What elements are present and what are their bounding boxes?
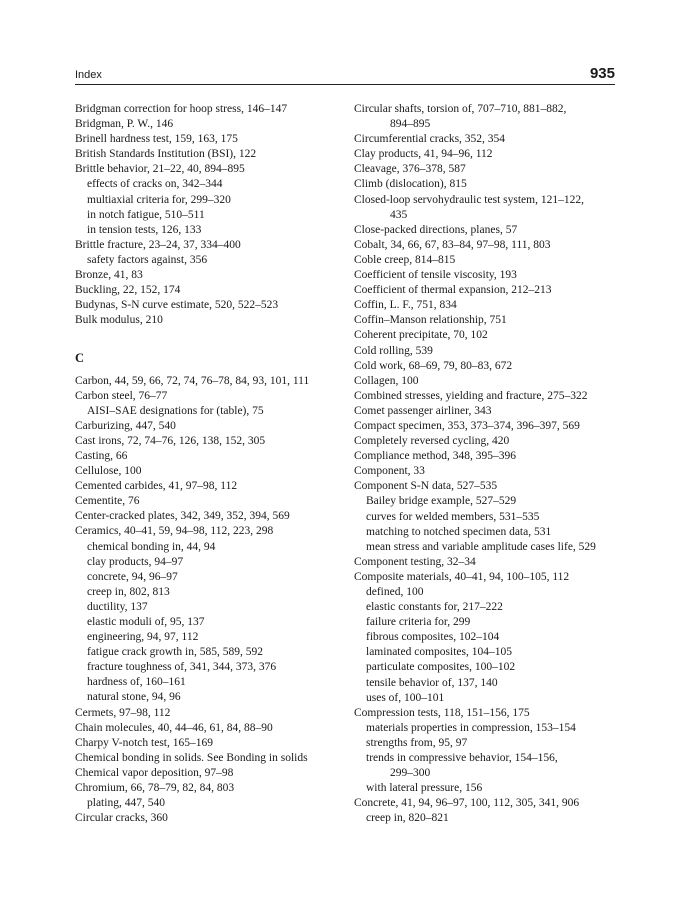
index-entry: Casting, 66 (75, 449, 128, 462)
index-entry: Brinell hardness test, 159, 163, 175 (75, 133, 238, 146)
page-number: 935 (589, 65, 615, 82)
index-entry: Circular cracks, 360 (75, 812, 168, 825)
index-entry: Cold work, 68–69, 79, 80–83, 672 (354, 359, 513, 372)
index-subentry: safety factors against, 356 (87, 253, 208, 266)
index-entry: Brittle behavior, 21–22, 40, 894–895 (75, 163, 245, 176)
index-subentry: 894–895 (390, 118, 431, 131)
index-entry: Bridgman, P. W., 146 (75, 118, 174, 131)
index-subentry: 299–300 (390, 767, 431, 780)
index-entry: Center-cracked plates, 342, 349, 352, 394, 569 (75, 510, 290, 523)
index-entry: Climb (dislocation), 815 (354, 178, 467, 191)
index-entry: Cobalt, 34, 66, 67, 83–84, 97–98, 111, 803 (354, 238, 551, 251)
index-entry: Chemical bonding in solids. See Bonding in solids (75, 751, 308, 764)
index-entry: Clay products, 41, 94–96, 112 (354, 148, 493, 161)
index-subentry: curves for welded members, 531–535 (366, 510, 540, 523)
index-subentry: ductility, 137 (87, 600, 148, 613)
index-subentry: fracture toughness of, 341, 344, 373, 376 (87, 661, 277, 674)
index-subentry: elastic moduli of, 95, 137 (87, 616, 205, 628)
index-subentry: elastic constants for, 217–222 (366, 601, 503, 614)
index-subentry: clay products, 94–97 (87, 555, 184, 568)
index-subentry: AISI–SAE designations for (table), 75 (87, 404, 264, 417)
index-entry: Coble creep, 814–815 (354, 253, 456, 266)
index-subentry: matching to notched specimen data, 531 (366, 525, 552, 538)
index-subentry: uses of, 100–101 (366, 691, 445, 704)
index-entry: Carburizing, 447, 540 (75, 419, 176, 432)
index-subentry: failure criteria for, 299 (366, 616, 471, 629)
index-entry: Cermets, 97–98, 112 (75, 706, 171, 719)
index-entry: Combined stresses, yielding and fracture, 275–322 (354, 389, 588, 402)
index-entry: Completely reversed cycling, 420 (354, 435, 510, 448)
index-entry: Charpy V-notch test, 165–169 (75, 736, 213, 749)
index-subentry: effects of cracks on, 342–344 (87, 178, 223, 191)
index-subentry: plating, 447, 540 (87, 797, 165, 810)
index-subentry: chemical bonding in, 44, 94 (87, 540, 216, 553)
index-entry: Collagen, 100 (354, 374, 419, 387)
index-entry: Circular shafts, torsion of, 707–710, 881–882, (354, 103, 567, 115)
index-subentry: engineering, 94, 97, 112 (87, 631, 199, 644)
index-entry: Coffin, L. F., 751, 834 (354, 299, 457, 312)
index-entry: Budynas, S-N curve estimate, 520, 522–523 (75, 299, 279, 312)
index-subentry: multiaxial criteria for, 299–320 (87, 193, 231, 206)
index-entry: Component S-N data, 527–535 (354, 480, 498, 493)
index-entry: Compact specimen, 353, 373–374, 396–397, 569 (354, 419, 580, 432)
index-subentry: materials properties in compression, 153–154 (366, 721, 576, 734)
index-entry: British Standards Institution (BSI), 122 (75, 148, 257, 161)
index-entry: Ceramics, 40–41, 59, 94–98, 112, 223, 298 (75, 525, 274, 538)
index-entry: Compliance method, 348, 395–396 (354, 450, 516, 463)
index-subentry: in notch fatigue, 510–511 (87, 208, 205, 221)
index-subentry: strengths from, 95, 97 (366, 736, 468, 749)
index-subentry: with lateral pressure, 156 (366, 782, 483, 795)
index-column-right (354, 102, 616, 827)
index-entry: Composite materials, 40–41, 94, 100–105, 112 (354, 570, 570, 583)
index-entry: Bridgman correction for hoop stress, 146–147 (75, 103, 288, 115)
index-subentry: fibrous composites, 102–104 (366, 631, 500, 644)
running-header (75, 62, 615, 85)
index-subentry: creep in, 802, 813 (87, 585, 170, 598)
index-entry: Bronze, 41, 83 (75, 269, 143, 282)
index-entry: Cold rolling, 539 (354, 344, 433, 357)
index-entry: Chain molecules, 40, 44–46, 61, 84, 88–90 (75, 721, 273, 734)
index-entry: Cleavage, 376–378, 587 (354, 163, 466, 176)
index-entry: Close-packed directions, planes, 57 (354, 223, 518, 236)
index-entry: Carbon steel, 76–77 (75, 389, 168, 402)
index-entry: Bulk modulus, 210 (75, 314, 163, 327)
index-entry: Chemical vapor deposition, 97–98 (75, 766, 234, 779)
index-entry: Circumferential cracks, 352, 354 (354, 133, 506, 146)
index-subentry: concrete, 94, 96–97 (87, 570, 178, 583)
index-subentry: defined, 100 (366, 586, 424, 598)
index-entry: Brittle fracture, 23–24, 37, 334–400 (75, 238, 241, 251)
index-subentry: tensile behavior of, 137, 140 (366, 676, 498, 689)
index-entry: Chromium, 66, 78–79, 82, 84, 803 (75, 782, 235, 795)
index-column-left (75, 102, 337, 826)
index-entry: Carbon, 44, 59, 66, 72, 74, 76–78, 84, 93, 101, 111 (75, 374, 310, 387)
index-entry: Cemented carbides, 41, 97–98, 112 (75, 480, 238, 493)
index-entry: Cellulose, 100 (75, 465, 142, 478)
index-entry: Coefficient of tensile viscosity, 193 (354, 269, 517, 282)
index-section-heading: C (75, 351, 85, 366)
index-subentry: Bailey bridge example, 527–529 (366, 495, 517, 508)
index-subentry: laminated composites, 104–105 (366, 646, 512, 659)
index-subentry: particulate composites, 100–102 (366, 661, 516, 674)
index-entry: Compression tests, 118, 151–156, 175 (354, 706, 530, 719)
index-entry: Coffin–Manson relationship, 751 (354, 314, 507, 327)
index-entry: Cementite, 76 (75, 495, 140, 508)
index-subentry: fatigue crack growth in, 585, 589, 592 (87, 646, 263, 659)
index-entry: Buckling, 22, 152, 174 (75, 284, 181, 297)
index-entry: Concrete, 41, 94, 96–97, 100, 112, 305, 341, 906 (354, 797, 580, 810)
index-subentry: creep in, 820–821 (366, 812, 449, 825)
index-entry: Comet passenger airliner, 343 (354, 404, 492, 417)
index-subentry: 435 (390, 208, 408, 221)
index-entry: Component testing, 32–34 (354, 555, 476, 568)
index-subentry: in tension tests, 126, 133 (87, 223, 202, 236)
index-entry: Component, 33 (354, 465, 425, 478)
index-entry: Closed-loop servohydraulic test system, 121–122, (354, 193, 584, 206)
index-subentry: natural stone, 94, 96 (87, 691, 181, 704)
index-subentry: mean stress and variable amplitude cases life, 529 (366, 540, 596, 553)
index-entry: Cast irons, 72, 74–76, 126, 138, 152, 305 (75, 434, 266, 447)
index-subentry: trends in compressive behavior, 154–156, (366, 752, 558, 765)
index-entry: Coherent precipitate, 70, 102 (354, 329, 488, 342)
index-subentry: hardness of, 160–161 (87, 676, 186, 689)
index-entry: Coefficient of thermal expansion, 212–213 (354, 284, 552, 297)
header-section-title: Index (75, 69, 102, 81)
